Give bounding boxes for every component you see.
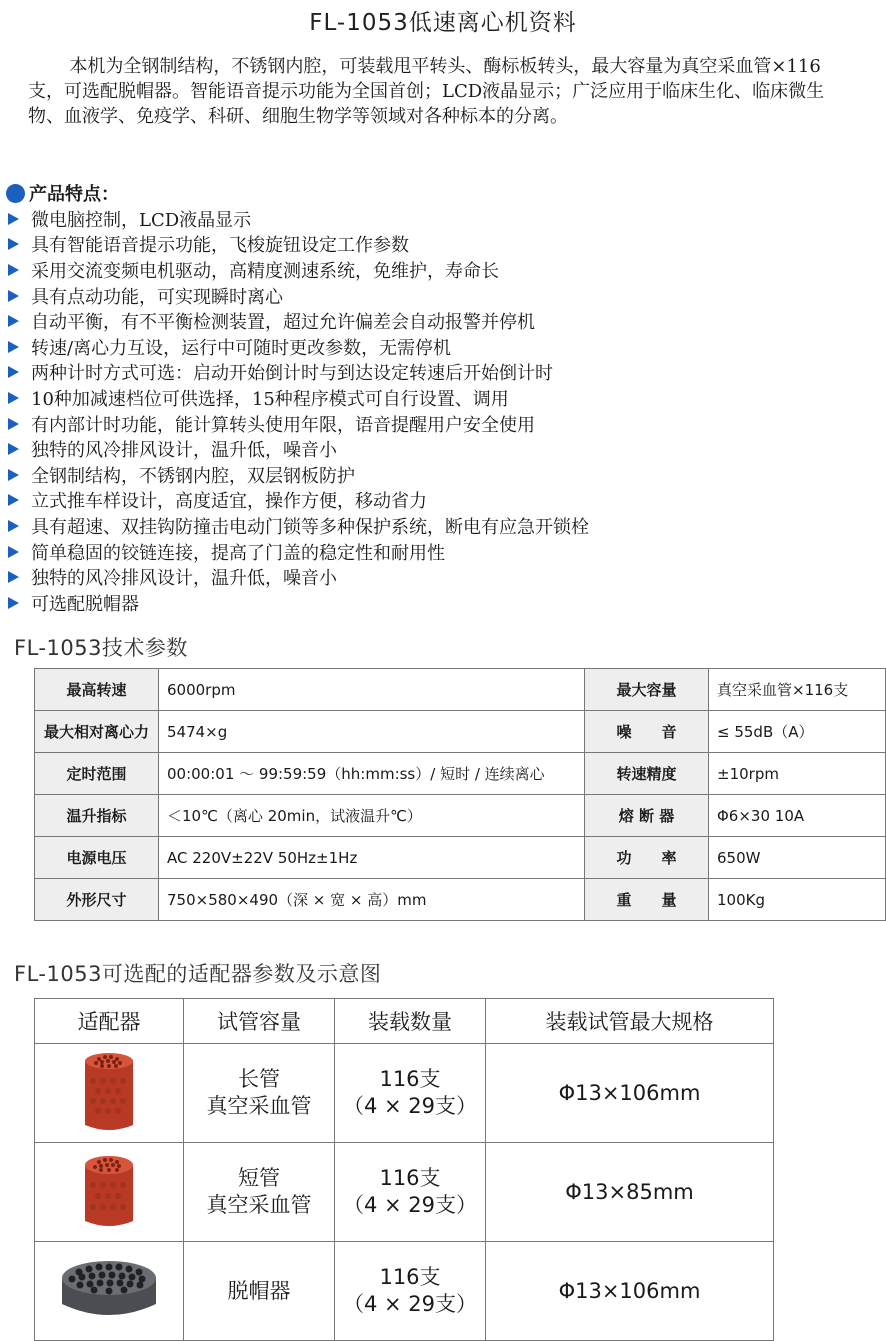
triangle-bullet-icon xyxy=(8,213,19,225)
spec-value: 5474×g xyxy=(159,711,585,753)
max-spec-cell: Φ13×106mm xyxy=(486,1242,774,1341)
max-spec-cell: Φ13×85mm xyxy=(486,1143,774,1242)
spec-label: 电源电压 xyxy=(35,837,159,879)
bullet-dot-icon xyxy=(6,184,25,203)
features-list xyxy=(0,206,589,616)
tube-capacity-cell xyxy=(184,1143,335,1242)
page-title: FL-1053低速离心机资料 xyxy=(309,10,577,36)
feature-item: 微电脑控制，LCD液晶显示 xyxy=(0,206,589,232)
feature-item: 10种加减速档位可供选择，15种程序模式可自行设置、调用 xyxy=(0,385,589,411)
spec-value: ≤ 55dB（A） xyxy=(709,711,886,753)
specs-section-title: FL-1053技术参数 xyxy=(14,636,188,660)
intro-paragraph: 本机为全钢制结构，不锈钢内腔，可装载甩平转头、酶标板转头，最大容量为真空采血管×116支，可选配脱帽器。智能语音提示功能为全国首创；LCD液晶显示；广泛应用于临床生化、临床微生物、血液学、免疫学、科研、细胞生物学等领域对各种标本的分离。 xyxy=(28,56,825,127)
features-heading xyxy=(6,181,119,205)
load-breakdown: （4 × 29支） xyxy=(342,1094,478,1118)
triangle-bullet-icon xyxy=(8,238,19,250)
spec-label: 功 率 xyxy=(585,837,709,879)
feature-item: 独特的风冷排风设计，温升低，噪音小 xyxy=(0,436,589,462)
feature-item: 全钢制结构，不锈钢内腔，双层钢板防护 xyxy=(0,462,589,488)
triangle-bullet-icon xyxy=(8,366,19,378)
triangle-bullet-icon xyxy=(8,546,19,558)
adapter-image-cell xyxy=(35,1044,184,1143)
spec-value: Φ6×30 10A xyxy=(709,795,886,837)
feature-item: 两种计时方式可选：启动开始倒计时与到达设定转速后开始倒计时 xyxy=(0,360,589,386)
table-row xyxy=(35,753,886,795)
load-quantity-cell xyxy=(335,1044,486,1143)
adapters-table xyxy=(34,998,774,1341)
triangle-bullet-icon xyxy=(8,571,19,583)
adapter-image-cell xyxy=(35,1242,184,1341)
column-header: 装载数量 xyxy=(335,999,486,1044)
spec-label: 重 量 xyxy=(585,879,709,921)
red-tall-adapter-image xyxy=(36,1051,182,1135)
spec-value: ±10rpm xyxy=(709,753,886,795)
table-header-row xyxy=(35,999,774,1044)
features-heading-label: 产品特点： xyxy=(29,184,119,205)
feature-item: 简单稳固的铰链连接，提高了门盖的稳定性和耐用性 xyxy=(0,539,589,565)
feature-item: 有内部计时功能，能计算转头使用年限，语音提醒用户安全使用 xyxy=(0,411,589,437)
spec-value: AC 220V±22V 50Hz±1Hz xyxy=(159,837,585,879)
feature-item: 具有点动功能，可实现瞬时离心 xyxy=(0,283,589,309)
triangle-bullet-icon xyxy=(8,494,19,506)
table-row xyxy=(35,837,886,879)
spec-value: 750×580×490（深 × 宽 × 高）mm xyxy=(159,879,585,921)
load-breakdown: （4 × 29支） xyxy=(342,1193,478,1217)
spec-label: 熔 断 器 xyxy=(585,795,709,837)
spec-value: 650W xyxy=(709,837,886,879)
feature-item: 独特的风冷排风设计，温升低，噪音小 xyxy=(0,564,589,590)
triangle-bullet-icon xyxy=(8,520,19,532)
triangle-bullet-icon xyxy=(8,392,19,404)
triangle-bullet-icon xyxy=(8,290,19,302)
spec-label: 外形尺寸 xyxy=(35,879,159,921)
tube-type: 短管 xyxy=(238,1166,280,1190)
triangle-bullet-icon xyxy=(8,341,19,353)
feature-item: 立式推车样设计，高度适宜，操作方便，移动省力 xyxy=(0,488,589,514)
triangle-bullet-icon xyxy=(8,418,19,430)
gray-decapper-image xyxy=(36,1256,182,1326)
column-header: 装载试管最大规格 xyxy=(486,999,774,1044)
load-count: 116支 xyxy=(379,1067,441,1091)
feature-item: 转速/离心力互设，运行中可随时更改参数，无需停机 xyxy=(0,334,589,360)
load-count: 116支 xyxy=(379,1166,441,1190)
triangle-bullet-icon xyxy=(8,597,19,609)
tube-kind: 真空采血管 xyxy=(206,1094,312,1118)
load-count: 116支 xyxy=(379,1265,441,1289)
tube-type: 脱帽器 xyxy=(227,1278,291,1303)
red-short-adapter-image xyxy=(36,1151,182,1233)
table-row xyxy=(35,711,886,753)
spec-label: 转速精度 xyxy=(585,753,709,795)
feature-item: 可选配脱帽器 xyxy=(0,590,589,616)
triangle-bullet-icon xyxy=(8,264,19,276)
table-row xyxy=(35,1044,774,1143)
table-row xyxy=(35,795,886,837)
feature-item: 具有超速、双挂钩防撞击电动门锁等多种保护系统，断电有应急开锁栓 xyxy=(0,513,589,539)
spec-value: 真空采血管×116支 xyxy=(709,669,886,711)
spec-label: 最大相对离心力 xyxy=(35,711,159,753)
table-row xyxy=(35,669,886,711)
column-header: 试管容量 xyxy=(184,999,335,1044)
tube-capacity-cell xyxy=(184,1044,335,1143)
spec-value: 100Kg xyxy=(709,879,886,921)
table-row xyxy=(35,1143,774,1242)
load-quantity-cell xyxy=(335,1143,486,1242)
spec-label: 定时范围 xyxy=(35,753,159,795)
max-spec-cell: Φ13×106mm xyxy=(486,1044,774,1143)
adapters-section-title: FL-1053可选配的适配器参数及示意图 xyxy=(14,962,382,986)
tube-kind: 真空采血管 xyxy=(206,1193,312,1217)
triangle-bullet-icon xyxy=(8,469,19,481)
spec-value: 6000rpm xyxy=(159,669,585,711)
spec-value: ＜10℃（离心 20min，试液温升℃） xyxy=(159,795,585,837)
spec-value: 00:00:01 ～ 99:59:59（hh:mm:ss）/ 短时 / 连续离心 xyxy=(159,753,585,795)
column-header: 适配器 xyxy=(35,999,184,1044)
spec-label: 噪 音 xyxy=(585,711,709,753)
spec-label: 最高转速 xyxy=(35,669,159,711)
feature-item: 自动平衡，有不平衡检测装置，超过允许偏差会自动报警并停机 xyxy=(0,308,589,334)
triangle-bullet-icon xyxy=(8,443,19,455)
spec-label: 温升指标 xyxy=(35,795,159,837)
load-quantity-cell xyxy=(335,1242,486,1341)
tube-capacity-cell xyxy=(184,1242,335,1341)
load-breakdown: （4 × 29支） xyxy=(342,1292,478,1316)
table-row xyxy=(35,1242,774,1341)
feature-item: 具有智能语音提示功能，飞梭旋钮设定工作参数 xyxy=(0,232,589,258)
triangle-bullet-icon xyxy=(8,315,19,327)
feature-item: 采用交流变频电机驱动，高精度测速系统，免维护，寿命长 xyxy=(0,257,589,283)
tube-type: 长管 xyxy=(238,1067,280,1091)
specs-table xyxy=(34,668,886,921)
table-row xyxy=(35,879,886,921)
spec-label: 最大容量 xyxy=(585,669,709,711)
adapter-image-cell xyxy=(35,1143,184,1242)
